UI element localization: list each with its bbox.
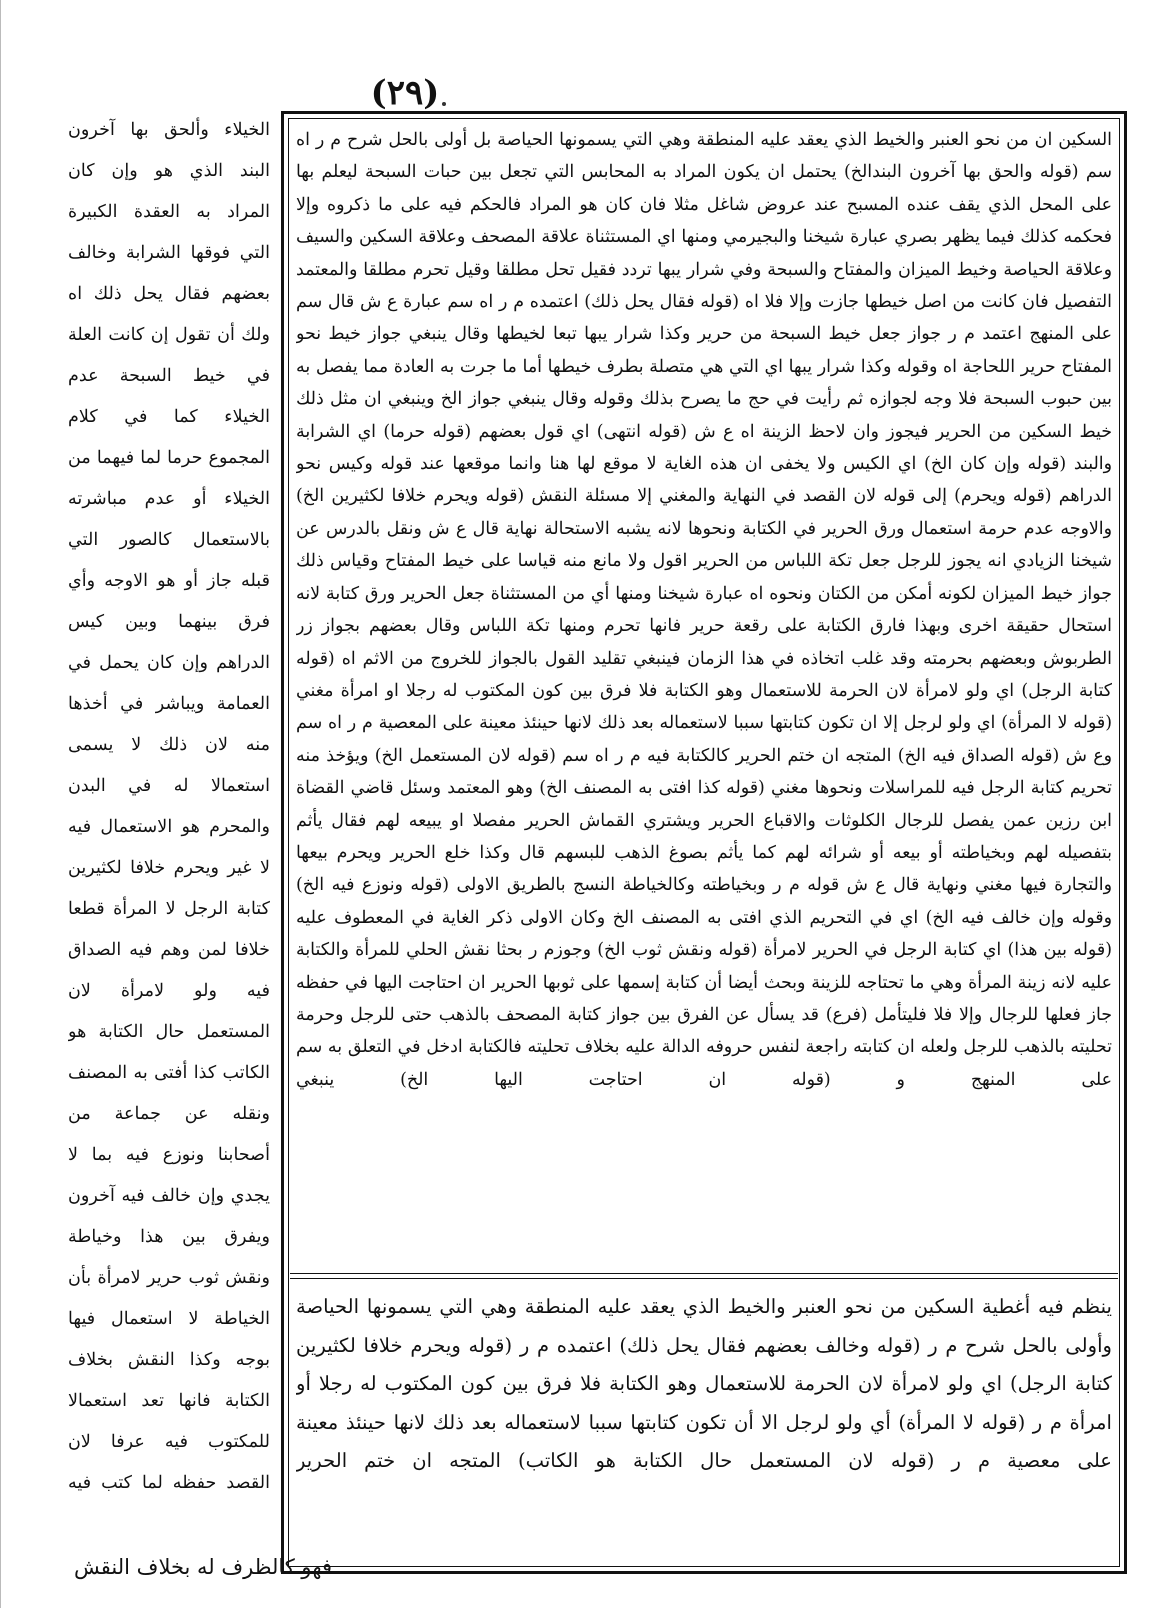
lower-commentary-text: ينظم فيه أغطية السكين من نحو العنبر والخيط الذي يعقد عليه المنطقة وهي التي يسمونها الحياصة وأولى بالحل شرح م ر (قوله وخالف بعضهم فقال يحل ذلك) اعتمده م ر (قوله ويحرم خلافا لكثيرين كتابة الرجل) اي ولو لامرأة لان الحرمة للاستعمال وهو الكتابة فلا فرق بين كون المكتوب له رجلا أو امرأة م ر (قوله لا المرأة) أي ولو لرجل الا أن تكون كتابتها سببا لاستعماله بعد ذلك لانها حينئذ معينة على معصية م ر (قوله لان المستعمل حال الكتابة هو الكاتب) المتجه ان ختم الحرير: [296, 1295, 1112, 1472]
section-divider: [290, 1273, 1118, 1279]
margin-gloss-text: الخيلاء وألحق بها آخرون البند الذي هو وإن كان المراد به العقدة الكبيرة التي فوقها الشرابة وخالف بعضهم فقال يحل ذلك اه ولك أن تقول إن كانت العلة في خيط السبحة عدم الخيلاء كما في كلام المجموع حرما لما فيهما من الخيلاء أو عدم مباشرته بالاستعمال كالصور التي قبله جاز أو هو الاوجه وأي فرق بينهما وبين كيس الدراهم وإن كان يحمل في العمامة ويباشر في أخذها منه لان ذلك لا يسمى استعمالا له في البدن والمحرم هو الاستعمال فيه لا غير ويحرم خلافا لكثيرين كتابة الرجل لا المرأة قطعا خلافا لمن وهم فيه الصداق فيه ولو لامرأة لان المستعمل حال الكتابة هو الكاتب كذا أفتى به المصنف ونقله عن جماعة من أصحابنا ونوزع فيه بما لا يجدي وإن خالف فيه آخرون ويفرق بين هذا وخياطة ونقش ثوب حرير لامرأة بأن الخياطة لا استعمال فيها بوجه وكذا النقش بخلاف الكتابة فانها تعد استعمالا للمكتوب فيه عرفا لان القصد حفظه لما كتب فيه: [68, 120, 270, 1493]
scan-speck: [442, 102, 446, 106]
main-commentary-text: السكين ان من نحو العنبر والخيط الذي يعقد عليه المنطقة وهي التي يسمونها الحياصة بل أولى بالحل شرح م ر اه سم (قوله والحق بها آخرون البندالخ) يحتمل ان يكون المراد به المحابس التي تجعل بين حبات السبحة ليعلم بها على المحل الذي يقف عنده المسبح عند عروض شاغل مثلا فان كان هو المراد فالحكم فيه على ما ذكروه وإلا فحكمه كذلك فيما يظهر بصري عبارة شيخنا والبجيرمي ومنها اي المستثناة علاقة المصحف وعلاقة السكين والسيف وعلاقة الحياصة وخيط الميزان والمفتاح والسبحة وفي شرار يبها تردد فقيل تحل مطلقا وقيل تحرم مطلقا والمعتمد التفصيل فان كانت من اصل خيطها جازت وإلا فلا اه (قوله فقال يحل ذلك) اعتمده م ر اه سم عبارة ع ش قال سم على المنهج اعتمد م ر جواز جعل خيط السبحة من حرير وكذا شرار يبها تبعا لخيطها وقال ينبغي جواز خيط نحو المفتاح حرير اللحاجة اه وقوله وكذا شرار يبها اي التي هي متصلة بطرف خيطها أما ما جرت به العادة مما يفصل به بين حبوب السبحة فلا وجه لجوازه ثم رأيت في حج ما يصرح بذلك وقوله وقال ينبغي جواز الخ وينبغي ان مثل ذلك خيط السكين من الحرير فيجوز وان لاحظ الزينة اه ع ش (قوله انتهى) اي قول بعضهم (قوله حرما) اي الشرابة والبند (قوله وإن كان الخ) اي الكيس ولا يخفى ان هذه الغاية لا موقع لها هنا وانما موقعها عند قوله وكيس نحو الدراهم (قوله ويحرم) إلى قوله لان القصد في النهاية والمغني إلا مسئلة النقش (قوله ويحرم خلافا لكثيرين الخ) والاوجه عدم حرمة استعمال ورق الحرير في الكتابة ونحوها لانه يشبه الاستحالة نهاية قال ع ش ونقل بالدرس عن شيخنا الزيادي انه يجوز للرجل جعل تكة اللباس من الحرير اقول ولا مانع منه قياسا على خيط المفتاح وقياس ذلك جواز خيط الميزان لكونه أمكن من الكتان ونحوه اه عبارة شيخنا ومنها أي من المستثناة جعل الحرير ورق كتابة لانه استحال حقيقة اخرى وبهذا فارق الكتابة على رقعة حرير فانها تحرم ومنها تكة اللباس وقال بعضهم بجواز زر الطربوش وبعضهم بحرمته وقد غلب اتخاذه في هذا الزمان فينبغي تقليد القول بالجواز للخروج من الاثم اه (قوله كتابة الرجل) اي ولو لامرأة لان الحرمة للاستعمال وهو الكتابة فلا فرق بين كون المكتوب له رجلا او امرأة مغني (قوله لا المرأة) اي ولو لرجل إلا ان تكون كتابتها سببا لاستعماله بعد ذلك لانها حينئذ معينة على المعصية م ر اه سم وع ش (قوله الصداق فيه الخ) المتجه ان ختم الحرير كالكتابة فيه م ر اه سم (قوله لان المستعمل الخ) ويؤخذ منه تحريم كتابة الرجل فيه للمراسلات ونحوها مغني (قوله كذا افتى به المصنف الخ) وهو المعتمد وسئل قاضي القضاة ابن رزين عمن يفصل للرجال الكلوثات والاقباع الحرير ويشتري القماش الحرير مفصلا او يبيعه لهم فقال يأثم بتفصيله لهم وبخياطته أو بيعه أو شرائه لهم كما يأثم بصوغ الذهب للبسهم قال وكذا خلع الحرير ويحرم بيعها والتجارة فيها مغني ونهاية قال ع ش قوله م ر وبخياطته وكالخياطة النسج بالطريق الاولى (قوله ونوزع فيه الخ) وقوله وإن خالف فيه الخ) اي في التحريم الذي افتى به المصنف الخ وكان الاولى ذكر الغاية في المعطوف عليه (قوله بين هذا) اي كتابة الرجل في الحرير لامرأة (قوله ونقش ثوب الخ) وجوزم ر بحثا نقش الحلي للمرأة والكتابة عليه لانه زينة المرأة وهي ما تحتاجه للزينة وبحث أيضا أن كتابة إسمها على ثوبها الحرير ان احتاجت اليها في حفظه جاز فعلها للرجال وإلا فلا فليتأمل (فرع) قد يسأل عن الفرق بين جواز كتابة المصحف بالذهب حتى للرجل وحرمة تحليته بالذهب للرجل ولعله ان كتابته راجعة لنفس حروفه الدالة عليه بخلاف تحليته فالكتابة ادخل في التعلق به سم على المنهج و (قوله ان احتاجت اليها الخ) ينبغي: [296, 130, 1112, 1090]
catchword: فهو كالظرف له بخلاف النقش: [74, 1555, 332, 1579]
scan-edge-line: [0, 0, 1, 1608]
page-number: (٢٩): [370, 73, 440, 113]
